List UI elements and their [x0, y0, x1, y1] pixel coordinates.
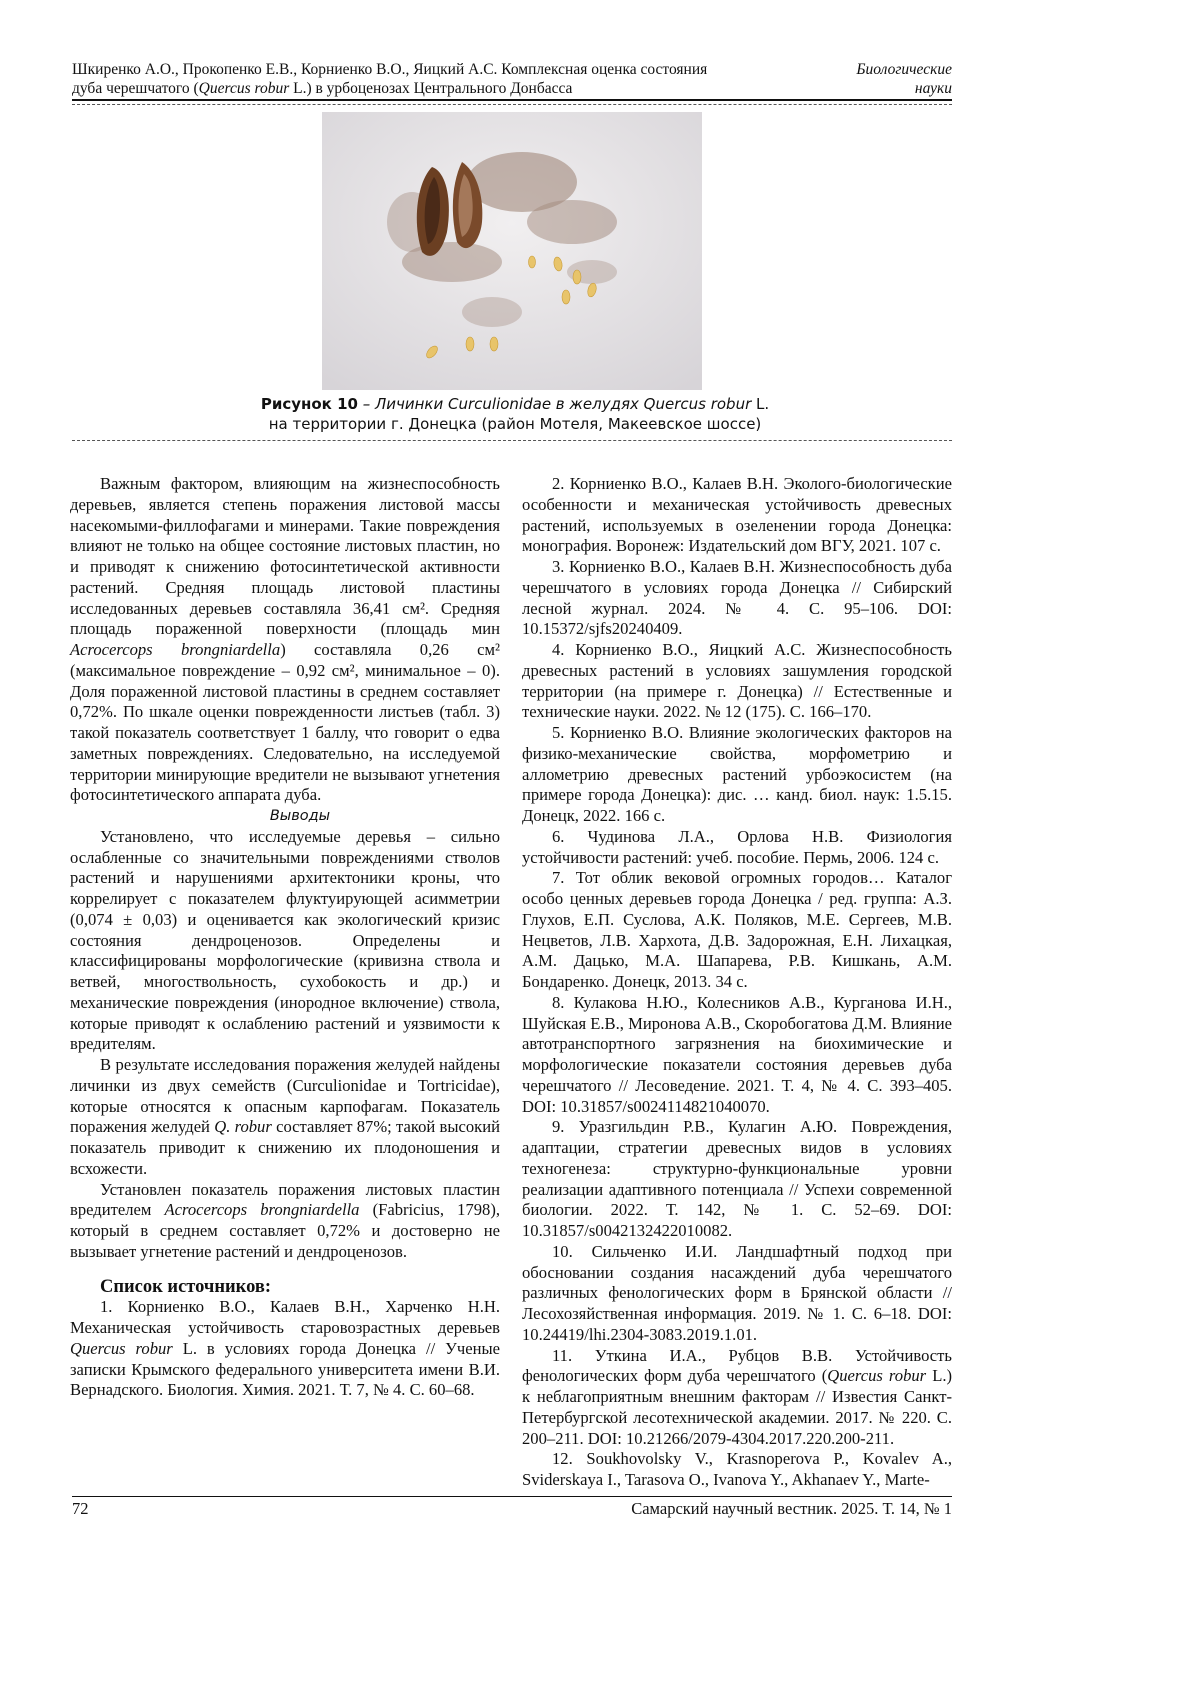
conclusions-heading: Выводы: [269, 808, 331, 824]
reference-item: [522, 1346, 952, 1450]
page-number: 72: [72, 1499, 89, 1518]
left-column: [70, 474, 500, 1401]
paragraph: [70, 1180, 500, 1263]
reference-item: 6. Чудинова Л.А., Орлова Н.В. Физиология устойчивости растений: учеб. пособие. Пермь, 2006. 124 с.: [522, 826, 952, 867]
species: Q. robur: [214, 1117, 272, 1137]
reference-item: 4. Корниенко В.О., Яицкий А.С. Жизнеспособность древесных растений в условиях зашумления городской территории (на примере г. Донецка) // Естественные и технические науки. 2022. № 12 (175). С. 166–170.: [522, 640, 952, 722]
reference-item: 3. Корниенко В.О., Калаев В.Н. Жизнеспособность дуба черешчатого в условиях города Донецка // Сибирский лесной журнал. 2024. № 4. С. 95–106. DOI: 10.15372/sjfs20240409.: [522, 557, 952, 639]
section-line-2: науки: [914, 80, 952, 97]
species: Acrocercops brongniardella: [70, 640, 281, 659]
references-heading: Список источников:: [100, 1276, 272, 1297]
journal-name: Самарский научный вестник. 2025. Т. 14, № 1: [631, 1499, 952, 1518]
section-line-1: Биологические: [856, 61, 952, 78]
species: Quercus robur: [70, 1338, 173, 1358]
caption-text: – Личинки Curculionidae в желудях: [357, 395, 644, 413]
text: Важным фактором, влияющим на жизнеспособность деревьев, является степень поражения листовой массы насекомыми-филлофагами и минерами. Такие повреждения влияют не только на общее состояние листовых пластин, но и приводят к снижению фотосинтетической активности растений. Средняя площадь листовой пластины исследованных деревьев составляла 36,41 см². Средняя площадь пораженной поверхности (площадь мин: [70, 474, 500, 639]
text: В результате исследования поражения желудей найдены личинки из двух семейств (Curculionidae и Tortricidae), которые относятся к опасным карпофагам. Показатель поражения желудей: [70, 1055, 500, 1137]
footer-rule: [72, 1496, 952, 1497]
reference-item: 2. Корниенко В.О., Калаев В.Н. Эколого-биологические особенности и механическая устойчивость древесных растений, используемых в озеленении города Донецка: монография. Воронеж: Издательский дом ВГУ, 2021. 107 с.: [522, 474, 952, 556]
figure-label: Рисунок 10: [260, 395, 358, 413]
header-line-1: Шкиренко А.О., Прокопенко Е.В., Корниенко В.О., Яицкий А.С. Комплексная оценка состояния: [72, 61, 708, 78]
page-footer: [72, 1499, 952, 1519]
reference-item: 8. Кулакова Н.Ю., Колесников А.В., Курганова И.Н., Шуйская Е.В., Миронова А.В., Скоробогатова Д.М. Влияние автотранспортного загрязнения на биохимические и морфологические показатели состояния деревьев дуба черешчатого // Лесоведение. 2021. Т. 4, № 4. С. 393–405. DOI: 10.31857/s0024114821040070.: [522, 992, 952, 1116]
text: 1. Корниенко В.О., Калаев В.Н., Харченко Н.Н. Механическая устойчивость старовозрастных деревьев: [70, 1297, 500, 1337]
text: Установлен показатель поражения листовых пластин вредителем: [70, 1179, 500, 1220]
figure-photo-acorns-larvae: [322, 112, 702, 390]
text: L. в условиях города Донецка // Ученые записки Крымского федерального университета имени В.И. Вернадского. Биология. Химия. 2021. Т. 7, № 4. С. 60–68.: [70, 1338, 500, 1400]
header-text: L.) в урбоценозах Центрального Донбасса: [289, 80, 573, 97]
paragraph: [70, 474, 500, 806]
figure-caption: [150, 394, 880, 434]
reference-item: 10. Сильченко И.И. Ландшафтный подход при обосновании создания насаждений дуба черешчатого различных фенологических форм в Брянской области // Лесохозяйственная информация. 2019. № 1. С. 6–18. DOI: 10.24419/lhi.2304-3083.2019.1.01.: [522, 1241, 952, 1344]
reference-item: 5. Корниенко В.О. Влияние экологических факторов на физико-механические свойства, морфометрию и аллометрию древесных растений урбоэкосистем (на примере города Донецка): дис. … канд. биол. наук: 1.5.15. Донецк, 2022. 166 с.: [522, 723, 952, 825]
header-text: дуба черешчатого (: [72, 80, 199, 97]
text: 11. Уткина И.А., Рубцов В.В. Устойчивость фенологических форм дуба черешчатого (: [522, 1345, 952, 1386]
caption-species: Quercus robur: [643, 395, 752, 413]
right-column: [522, 474, 952, 1491]
header-rule: [72, 99, 952, 101]
header-line-2: [72, 80, 572, 97]
paragraph: [70, 1055, 500, 1180]
header-section: [856, 60, 952, 98]
caption-text: L.: [751, 395, 770, 413]
text: ) составляла 0,26 см² (максимальное повреждение – 0,92 см², минимальное – 0). Доля пораженной листовой пластины в среднем составляет 0,72%. По шкале оценки поврежденности листьев (табл. 3) такой показатель соответствует 1 баллу, что говорит о едва заметных повреждениях. Следовательно, на исследуемой территории минирующие вредители не вызывают угнетения фотосинтетического аппарата дуба.: [70, 640, 500, 805]
text: составляет 87%; такой высокий показатель приводит к снижению их плодоношения и всхожести.: [70, 1117, 500, 1178]
reference-item: [70, 1297, 500, 1401]
paragraph: Установлено, что исследуемые деревья – сильно ослабленные со значительными повреждениями стволов растений и нарушениями архитектоники кроны, что коррелирует с показателем флуктуирующей асимметрии (0,074 ± 0,03) и оценивается как экологический кризис состояния дендроценозов. Определены и классифицированы морфологические (кривизна ствола и ветвей, многоствольность, сухобокость и др.) и механические повреждения (инородное включение) ствола, которые приводят к ослаблению растений и уязвимости к вредителям.: [70, 826, 500, 1054]
reference-item: 12. Soukhovolsky V., Krasnoperova P., Kovalev A., Sviderskaya I., Tarasova O., Ivanova Y., Akhanaev Y., Marte-: [522, 1449, 952, 1489]
reference-item: 7. Тот облик вековой огромных городов… Каталог особо ценных деревьев города Донецка / ред. группа: А.З. Глухов, Е.П. Суслова, А.К. Поляков, М.Е. Сергеев, М.В. Нецветов, Л.В. Хархота, Д.В. Задорожная, Е.Н. Лихацкая, А.М. Дацько, М.А. Шапарева, Р.В. Кишкань, А.М. Бондаренко. Донецк, 2013. 34 с.: [522, 868, 952, 991]
species: Acrocercops brongniardella: [164, 1200, 360, 1220]
caption-line-2: на территории г. Донецка (район Мотеля, Макеевское шоссе): [268, 415, 762, 433]
figure-dashed-rule: [72, 440, 952, 441]
text: (Fabricius, 1798), который в среднем составляет 0,72% и достоверно не вызывает угнетение растений и дендроценозов.: [70, 1200, 501, 1261]
header-species: Quercus robur: [198, 80, 290, 97]
header-article-title: [72, 60, 812, 98]
reference-item: 9. Уразгильдин Р.В., Кулагин А.Ю. Повреждения, адаптации, стратегии древесных видов в условиях техногенеза: структурно-функциональные уровни реализации адаптивного потенциала // Успехи современной биологии. 2022. Т. 142, № 1. С. 52–69. DOI: 10.31857/s0042132422010082.: [522, 1117, 952, 1240]
species: Quercus robur: [827, 1366, 927, 1386]
text: L.) к неблагоприятным внешним факторам // Известия Санкт-Петербургской лесотехнической академии. 2017. № 220. С. 200–211. DOI: 10.21266/2079-4304.2017.220.200-211.: [522, 1366, 953, 1448]
header-dashed-rule: [72, 104, 952, 105]
